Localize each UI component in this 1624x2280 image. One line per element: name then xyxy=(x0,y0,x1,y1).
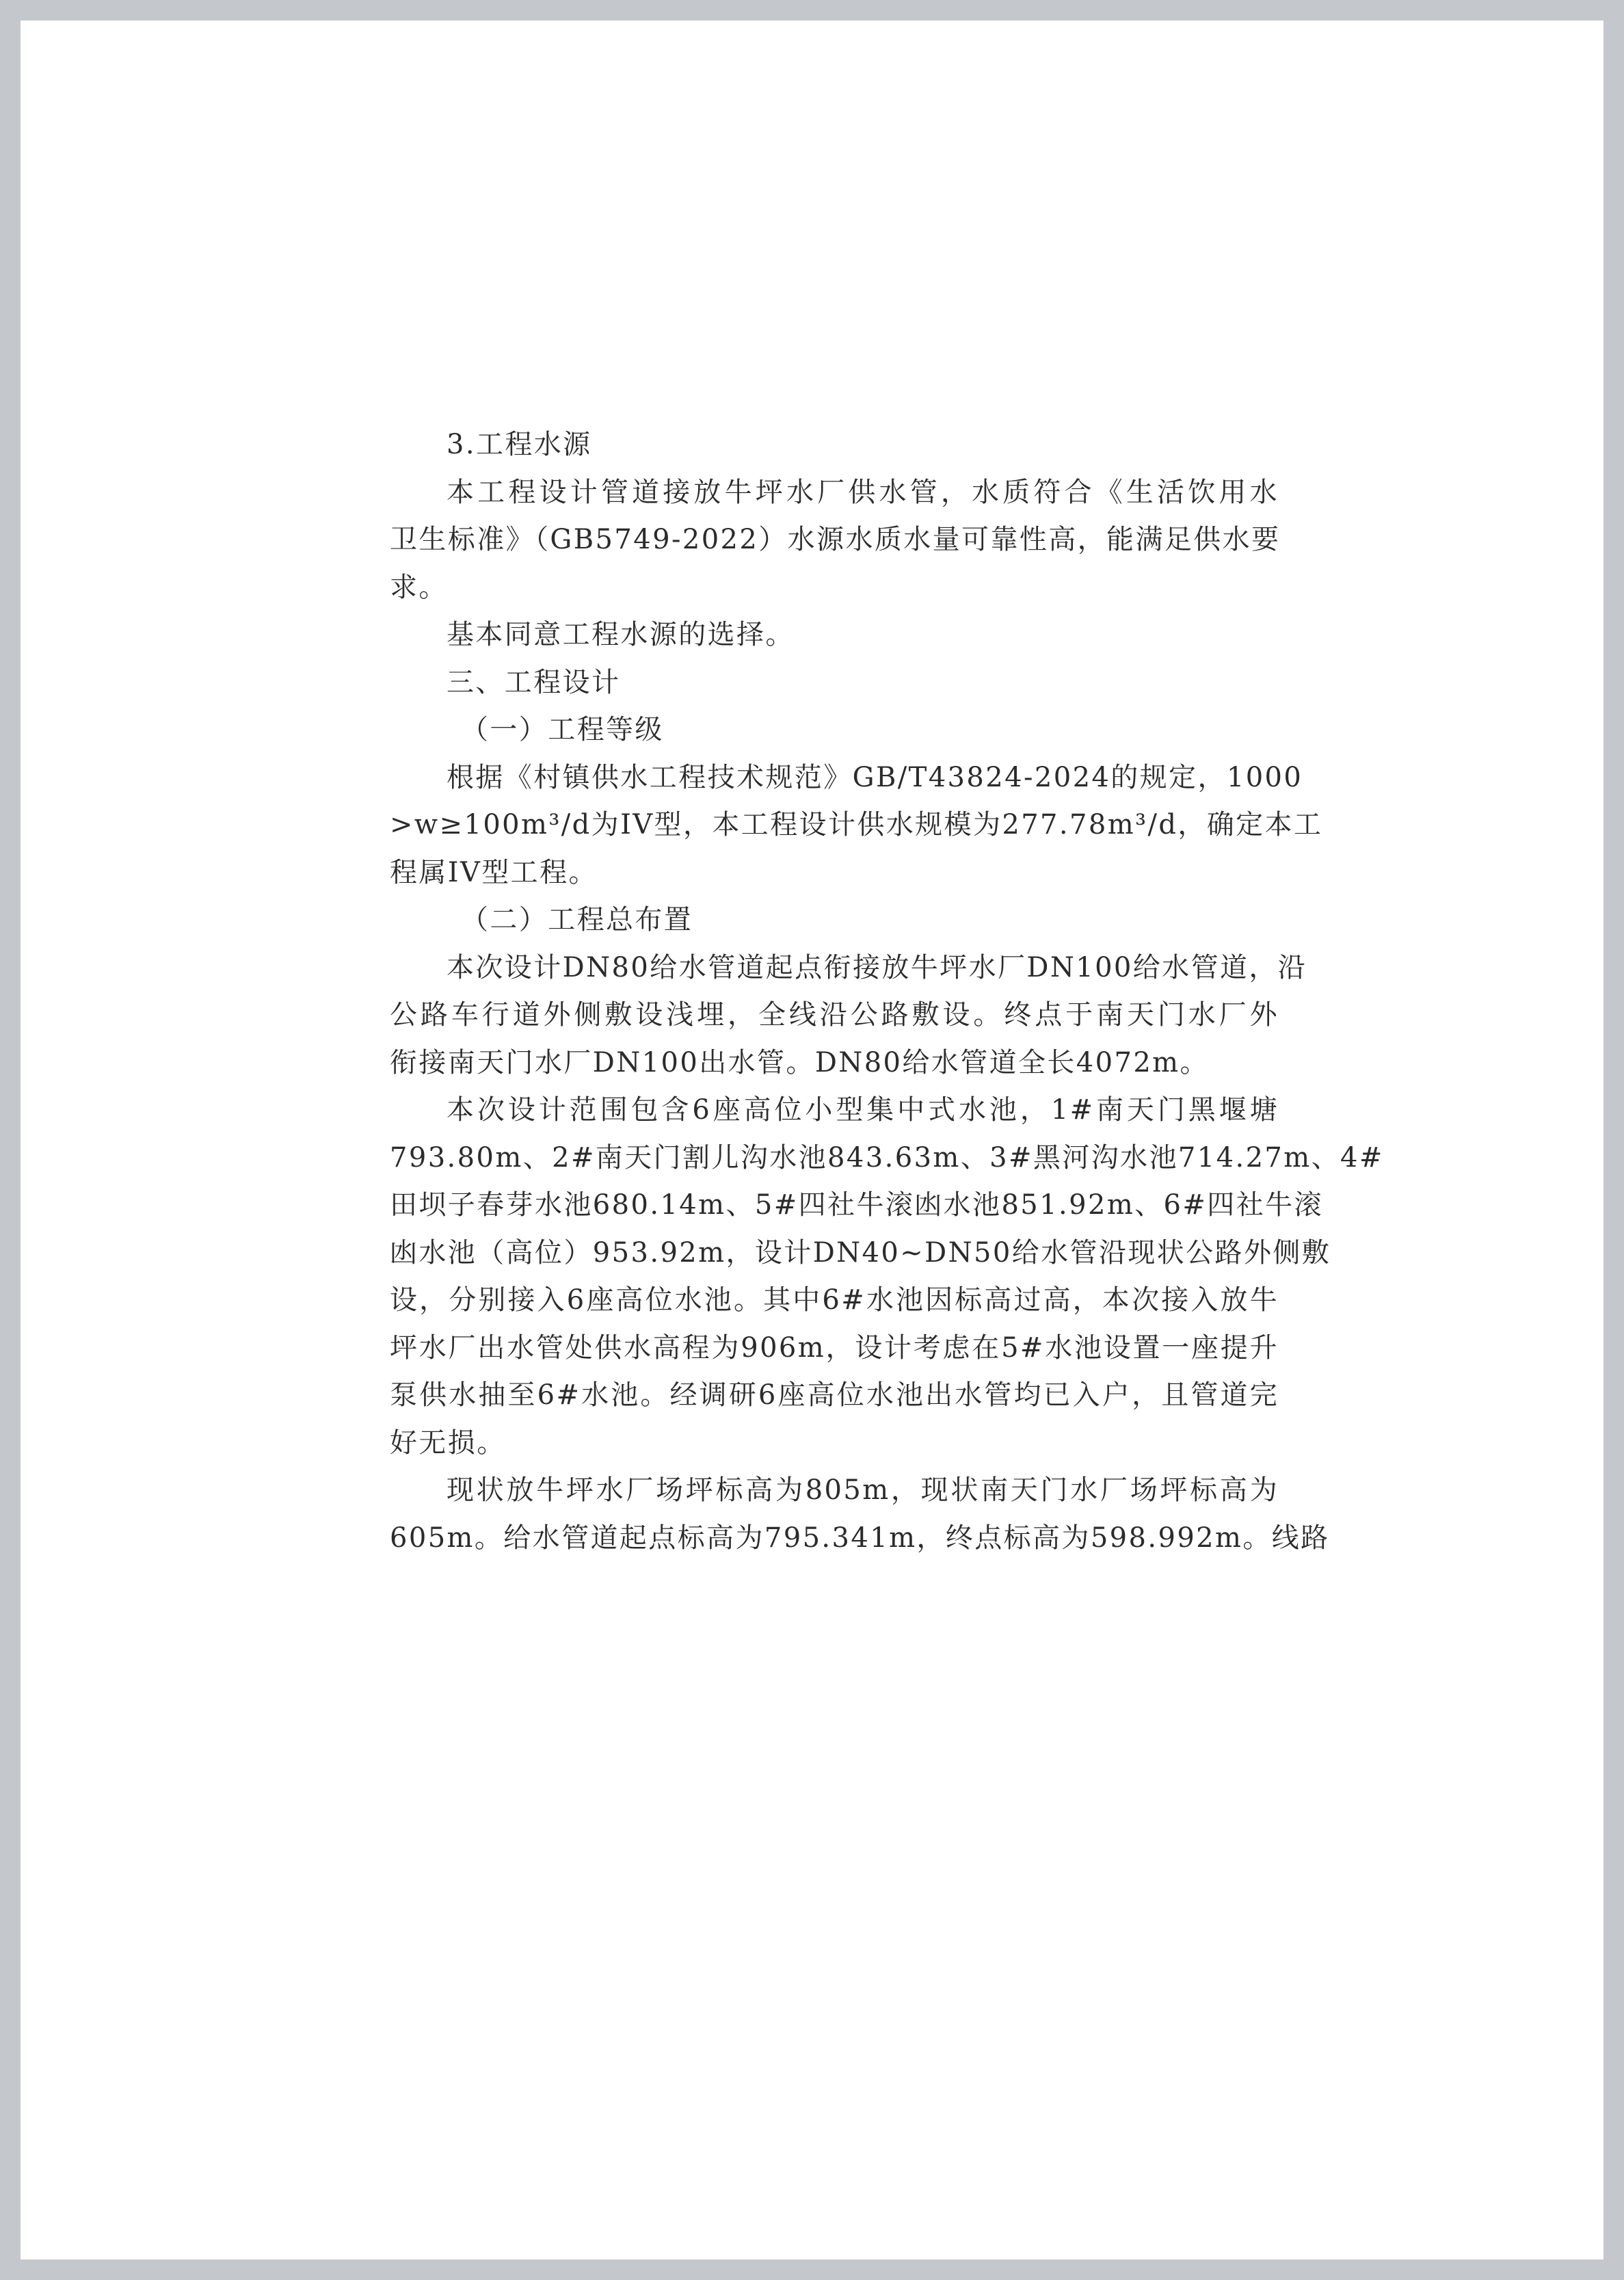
paragraph-line: 好无损。 xyxy=(390,1427,506,1459)
subsection-heading-layout: （二）工程总布置 xyxy=(461,904,693,936)
paragraph-line: 设，分别接入6座高位水池。其中6#水池因标高过高，本次接入放牛 xyxy=(390,1284,1279,1316)
section-heading-design: 三、工程设计 xyxy=(447,666,621,698)
document-page xyxy=(21,21,1603,2259)
paragraph-line: 程属IV型工程。 xyxy=(390,856,598,888)
paragraph-line: 田坝子春芽水池680.14m、5#四社牛滚凼水池851.92m、6#四社牛滚 xyxy=(390,1189,1323,1221)
paragraph-line: 793.80m、2#南天门割儿沟水池843.63m、3#黑河沟水池714.27m、4# xyxy=(390,1141,1384,1174)
paragraph-line: 衔接南天门水厂DN100出水管。DN80给水管道全长4072m。 xyxy=(390,1046,1209,1078)
paragraph-line: 本次设计DN80给水管道起点衔接放牛坪水厂DN100给水管道，沿 xyxy=(447,951,1307,983)
paragraph-line: 基本同意工程水源的选择。 xyxy=(447,619,795,650)
subsection-heading-grade: （一）工程等级 xyxy=(461,714,664,745)
paragraph-line: 605m。给水管道起点标高为795.341m，终点标高为598.992m。线路 xyxy=(390,1522,1330,1554)
paragraph-line: 泵供水抽至6#水池。经调研6座高位水池出水管均已入户，且管道完 xyxy=(390,1379,1279,1411)
paragraph-line: 求。 xyxy=(390,571,448,603)
paragraph-line: 本工程设计管道接放牛坪水厂供水管，水质符合《生活饮用水 xyxy=(447,476,1279,508)
paragraph-line: 本次设计范围包含6座高位小型集中式水池，1#南天门黑堰塘 xyxy=(447,1094,1279,1126)
paragraph-line: 凼水池（高位）953.92m，设计DN40~DN50给水管沿现状公路外侧敷 xyxy=(390,1236,1331,1269)
paragraph-line: 根据《村镇供水工程技术规范》GB/T43824-2024的规定，1000 xyxy=(447,761,1303,793)
paragraph-line: 坪水厂出水管处供水高程为906m，设计考虑在5#水池设置一座提升 xyxy=(390,1331,1279,1364)
paragraph-line: 现状放牛坪水厂场坪标高为805m，现状南天门水厂场坪标高为 xyxy=(447,1474,1279,1506)
document-body xyxy=(390,421,1384,1562)
paragraph-line: 公路车行道外侧敷设浅埋，全线沿公路敷设。终点于南天门水厂外 xyxy=(390,999,1279,1031)
section-heading-water-source: 3.工程水源 xyxy=(447,429,592,460)
paragraph-line: 卫生标准》（GB5749-2022）水源水质水量可靠性高，能满足供水要 xyxy=(390,524,1281,555)
paragraph-line: >w≥100m³/d为IV型，本工程设计供水规模为277.78m³/d，确定本工 xyxy=(390,809,1323,840)
